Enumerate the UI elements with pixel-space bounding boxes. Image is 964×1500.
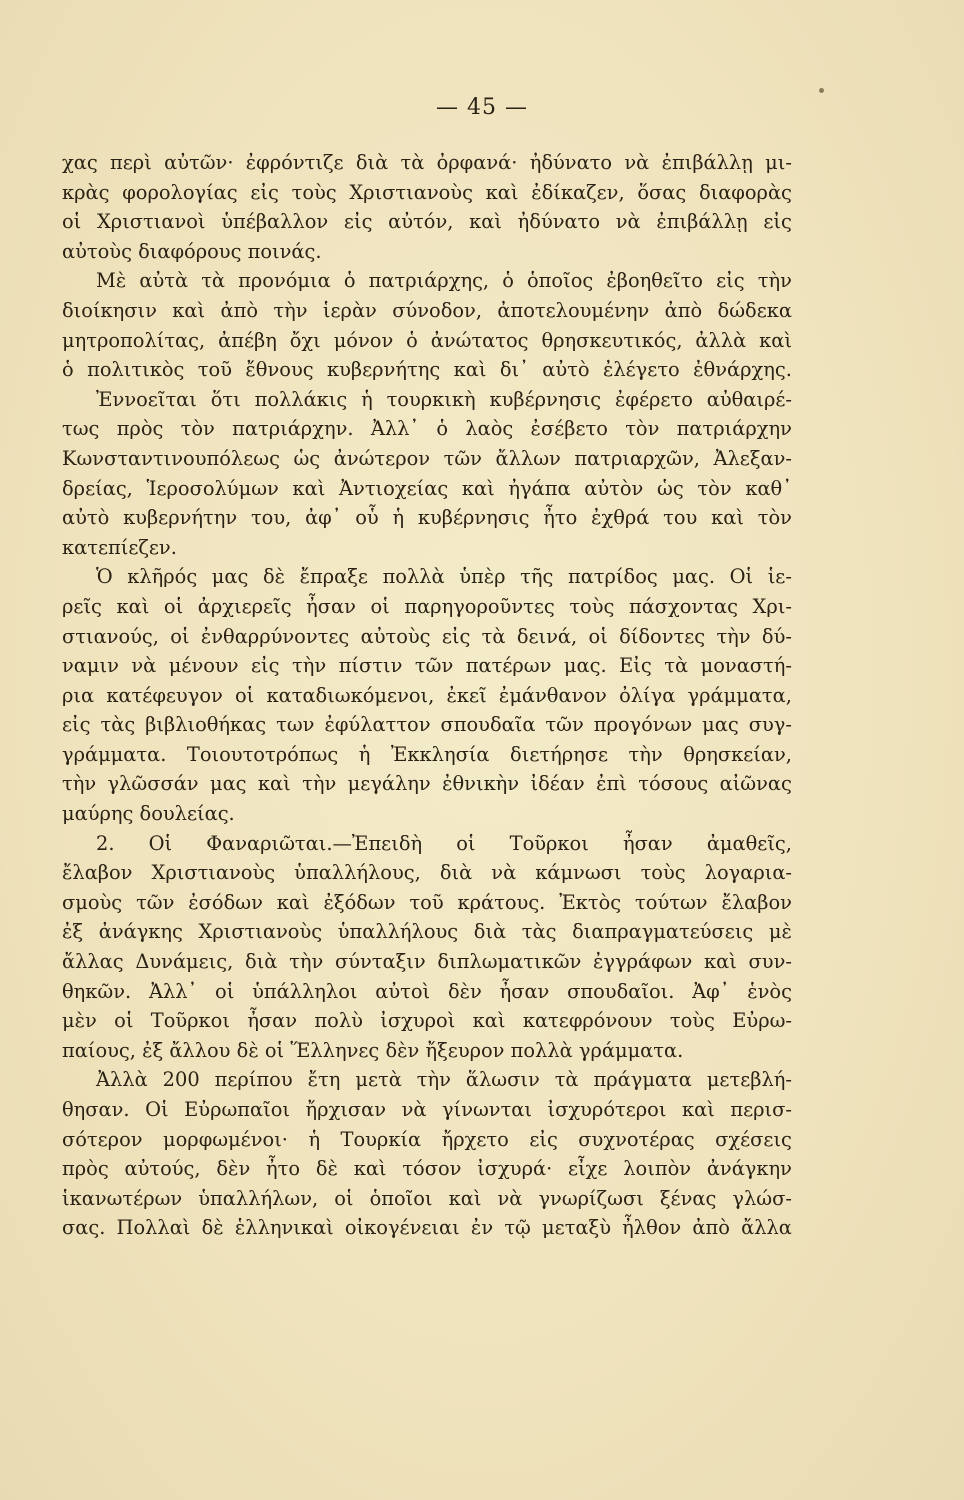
text-line: τως πρὸς τὸν πατριάρχην. Ἀλλ᾽ ὁ λαὸς ἐσέβετο τὸν πατριάρχην (62, 417, 792, 441)
text-line: γράμματα. Τοιουτοτρόπως ἡ Ἐκκλησία διετήρησε τὴν θρησκείαν, (62, 742, 792, 766)
text-line: αὐτοὺς διαφόρους ποινάς. (62, 239, 322, 263)
text-line: στιανούς, οἱ ἐνθαρρύνοντες αὐτοὺς εἰς τὰ δεινά, οἱ δίδοντες τὴν δύ- (62, 624, 792, 648)
text-line: σμοὺς τῶν ἐσόδων καὶ ἐξόδων τοῦ κράτους. Ἐκτὸς τούτων ἔλαβον (62, 890, 792, 914)
page-number: — 45 — (436, 95, 528, 120)
text-line: σας. Πολλαὶ δὲ ἑλληνικαὶ οἰκογένειαι ἐν τῷ μεταξὺ ἦλθον ἀπὸ ἄλλα (62, 1216, 792, 1240)
text-line: χας περὶ αὐτῶν· ἐφρόντιζε διὰ τὰ ὀρφανά· ἠδύνατο νὰ ἐπιβάλλῃ μι- (62, 151, 792, 174)
text-line: παίους, ἐξ ἄλλου δὲ οἱ Ἕλληνες δὲν ἤξευρον πολλὰ γράμματα. (62, 1038, 684, 1062)
text-line: σότερον μορφωμένοι· ἡ Τουρκία ἤρχετο εἰς συχνοτέρας σχέσεις (62, 1127, 792, 1151)
text-line: οἱ Χριστιανοὶ ὑπέβαλλον εἰς αὐτόν, καὶ ἠδύνατο νὰ ἐπιβάλλῃ εἰς (62, 210, 792, 234)
text-line: μὲν οἱ Τοῦρκοι ἦσαν πολὺ ἰσχυροὶ καὶ κατεφρόνουν τοὺς Εὐρω- (62, 1009, 792, 1033)
ink-spot (819, 88, 824, 93)
section-heading-line: 2. Οἱ Φαναριῶται.—Ἐπειδὴ οἱ Τοῦρκοι ἦσαν ἀμαθεῖς, (96, 831, 792, 855)
text-line: ρια κατέφευγον οἱ καταδιωκόμενοι, ἐκεῖ ἐμάνθανον ὀλίγα γράμματα, (62, 683, 792, 707)
text-line: ναμιν νὰ μένουν εἰς τὴν πίστιν τῶν πατέρων μας. Εἰς τὰ μοναστή- (62, 654, 792, 678)
text-line: θησαν. Οἱ Εὐρωπαῖοι ἤρχισαν νὰ γίνωνται ἰσχυρότεροι καὶ περισ- (62, 1098, 792, 1121)
text-line: διοίκησιν καὶ ἀπὸ τὴν ἱερὰν σύνοδον, ἀποτελουμένην ἀπὸ δώδεκα (62, 298, 792, 322)
body-text (62, 148, 792, 1243)
text-line: τὴν γλῶσσάν μας καὶ τὴν μεγάλην ἐθνικὴν ἰδέαν ἐπὶ τόσους αἰῶνας (62, 772, 792, 796)
text-line: αὐτὸ κυβερνήτην του, ἀφ᾽ οὗ ἡ κυβέρνησις ἦτο ἐχθρά του καὶ τὸν (62, 506, 792, 530)
text-line: κρὰς φορολογίας εἰς τοὺς Χριστιανοὺς καὶ ἐδίκαζεν, ὅσας διαφορὰς (62, 180, 792, 204)
text-line: μαύρης δουλείας. (62, 802, 235, 826)
text-line: ὁ πολιτικὸς τοῦ ἔθνους κυβερνήτης καὶ δι᾽ αὐτὸ ἐλέγετο ἐθνάρχης. (62, 358, 792, 382)
text-line: μητροπολίτας, ἀπέβη ὄχι μόνον ὁ ἀνώτατος θρησκευτικός, ἀλλὰ καὶ (62, 328, 792, 352)
text-line: κατεπίεζεν. (62, 535, 177, 559)
text-line: ἄλλας Δυνάμεις, διὰ τὴν σύνταξιν διπλωματικῶν ἐγγράφων καὶ συν- (62, 950, 792, 974)
text-line: Μὲ αὐτὰ τὰ προνόμια ὁ πατριάρχης, ὁ ὁποῖος ἐβοηθεῖτο εἰς τὴν (96, 269, 792, 293)
text-line: πρὸς αὐτούς, δὲν ἦτο δὲ καὶ τόσον ἰσχυρά· εἶχε λοιπὸν ἀνάγκην (62, 1157, 792, 1181)
text-line: ἔλαβον Χριστιανοὺς ὑπαλλήλους, διὰ νὰ κάμνωσι τοὺς λογαρια- (62, 861, 792, 885)
text-line: Ὁ κλῆρός μας δὲ ἔπραξε πολλὰ ὑπὲρ τῆς πατρίδος μας. Οἱ ἱε- (96, 565, 792, 589)
text-line: Ἐννοεῖται ὅτι πολλάκις ἡ τουρκικὴ κυβέρνησις ἐφέρετο αὐθαιρέ- (96, 387, 792, 411)
text-line: εἰς τὰς βιβλιοθήκας των ἐφύλαττον σπουδαῖα τῶν προγόνων μας συγ- (62, 713, 792, 737)
text-line: ρεῖς καὶ οἱ ἀρχιερεῖς ἦσαν οἱ παρηγοροῦντες τοὺς πάσχοντας Χρι- (62, 594, 792, 618)
text-line: ἐξ ἀνάγκης Χριστιανοὺς ὑπαλλήλους διὰ τὰς διαπραγματεύσεις μὲ (62, 920, 792, 944)
text-line: ἱκανωτέρων ὑπαλλήλων, οἱ ὁποῖοι καὶ νὰ γνωρίζωσι ξένας γλώσ- (62, 1186, 792, 1210)
text-line: Ἀλλὰ 200 περίπου ἔτη μετὰ τὴν ἅλωσιν τὰ πράγματα μετεβλή- (96, 1068, 792, 1092)
text-line: Κωνσταντινουπόλεως ὡς ἀνώτερον τῶν ἄλλων πατριαρχῶν, Ἀλεξαν- (62, 446, 792, 470)
text-line: δρείας, Ἱεροσολύμων καὶ Ἀντιοχείας καὶ ἠγάπα αὐτὸν ὡς τὸν καθ᾽ (62, 476, 792, 500)
text-line: θηκῶν. Ἀλλ᾽ οἱ ὑπάλληλοι αὐτοὶ δὲν ἦσαν σπουδαῖοι. Ἀφ᾽ ἑνὸς (62, 979, 792, 1003)
